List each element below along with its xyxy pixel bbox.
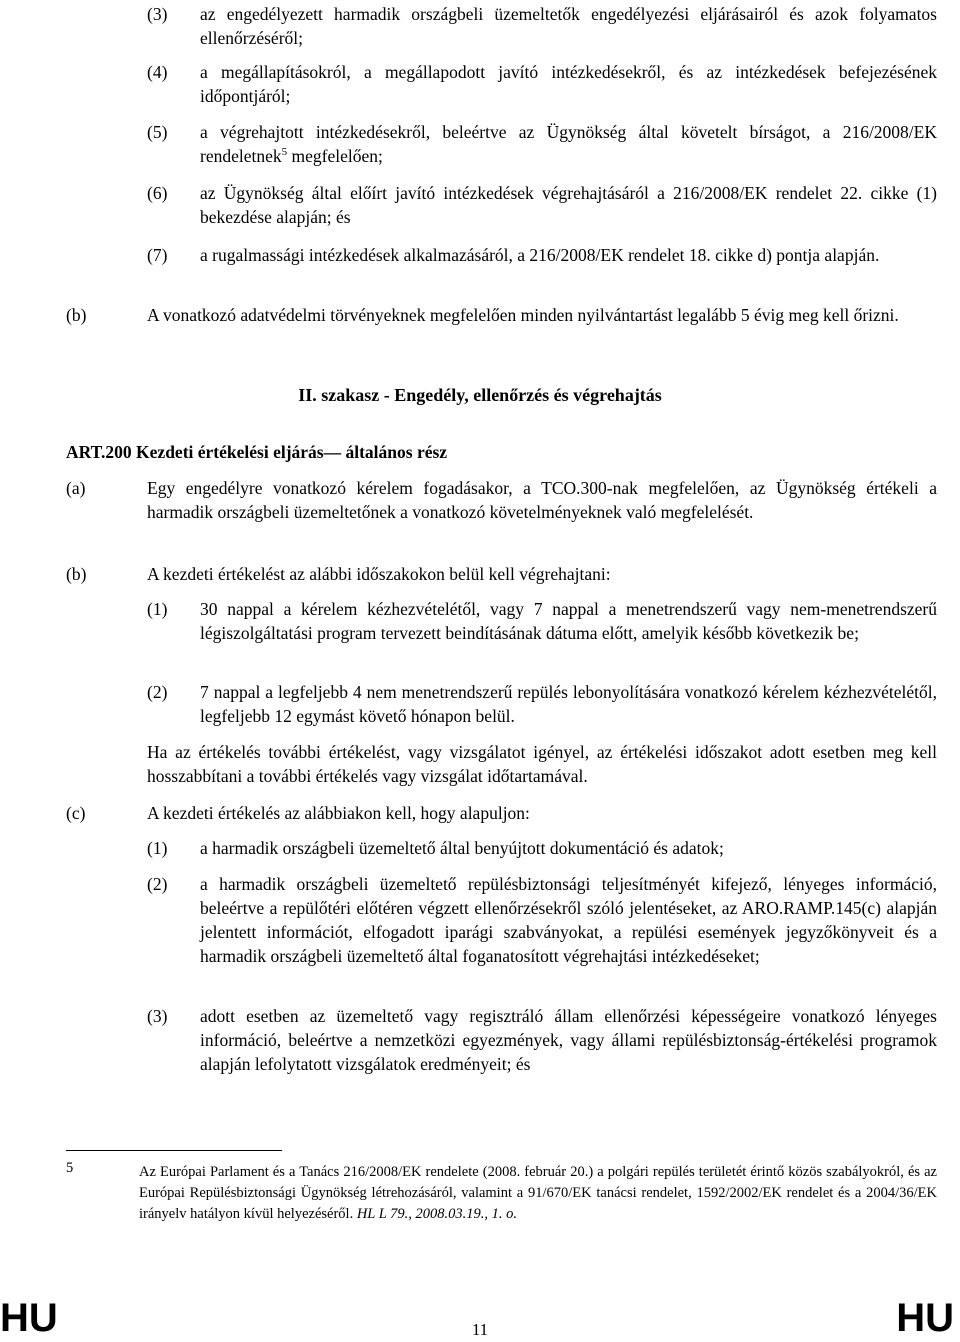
para-c-sub-2-label: (2) xyxy=(147,874,168,894)
para-c-sub-1-label: (1) xyxy=(147,838,168,858)
para-b-sub-2-label: (2) xyxy=(147,682,168,702)
page-number: 11 xyxy=(471,1320,489,1339)
para-b-sub-2-text: 7 nappal a legfeljebb 4 nem menetrendszerű repülés lebonyolítására vonatkozó kérelem kézhezvételétől, legfeljebb 12 egymást követő hónapon belül. xyxy=(200,682,937,726)
item-5-text xyxy=(200,120,937,168)
footnote-reference[interactable]: 5 xyxy=(281,146,288,159)
item-6-label: (6) xyxy=(147,183,168,203)
article-title: 200 Kezdeti értékelési eljárás— általános rész xyxy=(105,442,448,462)
item-5-text-after: megfelelően; xyxy=(287,146,383,166)
para-b-label: (b) xyxy=(66,564,87,584)
footnote-citation: HL L 79., 2008.03.19., 1. o. xyxy=(356,1206,518,1222)
para-c-label: (c) xyxy=(66,803,86,823)
para-b-sub-1-text: 30 nappal a kérelem kézhezvételétől, vagy 7 nappal a menetrendszerű vagy nem-menetrendszerű légiszolgáltatási program tervezett beindításának dátuma előtt, amelyik később következik be; xyxy=(200,599,937,643)
para-c-sub-2-text: a harmadik országbeli üzemeltető repülésbiztonsági teljesítményét kifejező, lényeges információ, beleértve a repülőtéri előtéren végzett ellenőrzésekről szóló jelentéseket, az ARO.RAMP.145(c) alapján jelentett információt, elfogadott iparági szabványokat, a repülési események jegyzőkönyveit és a harmadik országbeli üzemeltető által foganatosított végrehajtási intézkedéseket; xyxy=(200,874,937,966)
section-heading: II. szakasz - Engedély, ellenőrzés és végrehajtás xyxy=(298,385,662,405)
item-5-text-before: a végrehajtott intézkedésekről, beleértve az Ügynökség által követelt bírságot, a 216/2008/EK rendeletnek xyxy=(200,122,937,166)
para-a-label: (a) xyxy=(66,478,86,498)
para-c-sub-1-text: a harmadik országbeli üzemeltető által benyújtott dokumentáció és adatok; xyxy=(200,838,724,858)
article-heading xyxy=(66,440,936,464)
para-b-text: A kezdeti értékelést az alábbi időszakokon belül kell végrehajtani: xyxy=(147,564,611,584)
para-a-text: Egy engedélyre vonatkozó kérelem fogadásakor, a TCO.300-nak megfelelően, az Ügynökség értékeli a harmadik országbeli üzemeltetőnek a vonatkozó követelményeknek való megfelelését. xyxy=(147,478,937,522)
item-7-label: (7) xyxy=(147,245,168,265)
article-number: ART. xyxy=(66,442,106,462)
para-c-sub-3-text: adott esetben az üzemeltető vagy regisztráló állam ellenőrzési képességeire vonatkozó lényeges információ, beleértve a nemzetközi egyezmények, vagy állami repülésbiztonság-értékelési programok alapján lefolytatott vizsgálatok eredményeit; és xyxy=(200,1006,937,1074)
para-b-sub-1-label: (1) xyxy=(147,599,168,619)
item-5-label: (5) xyxy=(147,122,168,142)
para-b-records-text: A vonatkozó adatvédelmi törvényeknek megfelelően minden nyilvántartást legalább 5 évig meg kell őrizni. xyxy=(147,305,899,325)
item-3-text: az engedélyezett harmadik országbeli üzemeltetők engedélyezési eljárásairól és azok folyamatos ellenőrzéséről; xyxy=(200,4,937,48)
item-4-text: a megállapításokról, a megállapodott javító intézkedésekről, és az intézkedések befejezésének időpontjáról; xyxy=(200,62,937,106)
item-3-label: (3) xyxy=(147,4,168,24)
para-b-closing: Ha az értékelés további értékelést, vagy vizsgálatot igényel, az értékelési időszakot adott esetben meg kell hosszabbítani a további értékelés vagy vizsgálat időtartamával. xyxy=(147,742,937,786)
footnote-separator xyxy=(66,1150,282,1151)
para-c-text: A kezdeti értékelés az alábbiakon kell, hogy alapuljon: xyxy=(147,803,530,823)
item-6-text: az Ügynökség által előírt javító intézkedések végrehajtásáról a 216/2008/EK rendelet 22. cikke (1) bekezdése alapján; és xyxy=(200,183,937,227)
para-b-records-label: (b) xyxy=(66,305,87,325)
footnote-text xyxy=(139,1162,937,1225)
para-c-sub-3-label: (3) xyxy=(147,1006,168,1026)
footnote-body: Az Európai Parlament és a Tanács 216/2008/EK rendelete (2008. február 20.) a polgári repülés területét érintő közös szabályokról, és az Európai Repülésbiztonsági Ügynökség létrehozásáról, valamint a 91/670/EK tanácsi rendelet, 1592/2002/EK rendelet és a 2004/36/EK irányelv hatályon kívül helyezéséről. xyxy=(139,1164,937,1222)
item-7-text: a rugalmassági intézkedések alkalmazásáról, a 216/2008/EK rendelet 18. cikke d) pontja alapján. xyxy=(200,245,880,265)
footer-language-left: HU xyxy=(0,1296,58,1340)
footer-language-right: HU xyxy=(896,1296,954,1340)
item-4-label: (4) xyxy=(147,62,168,82)
footnote-number: 5 xyxy=(66,1160,74,1176)
